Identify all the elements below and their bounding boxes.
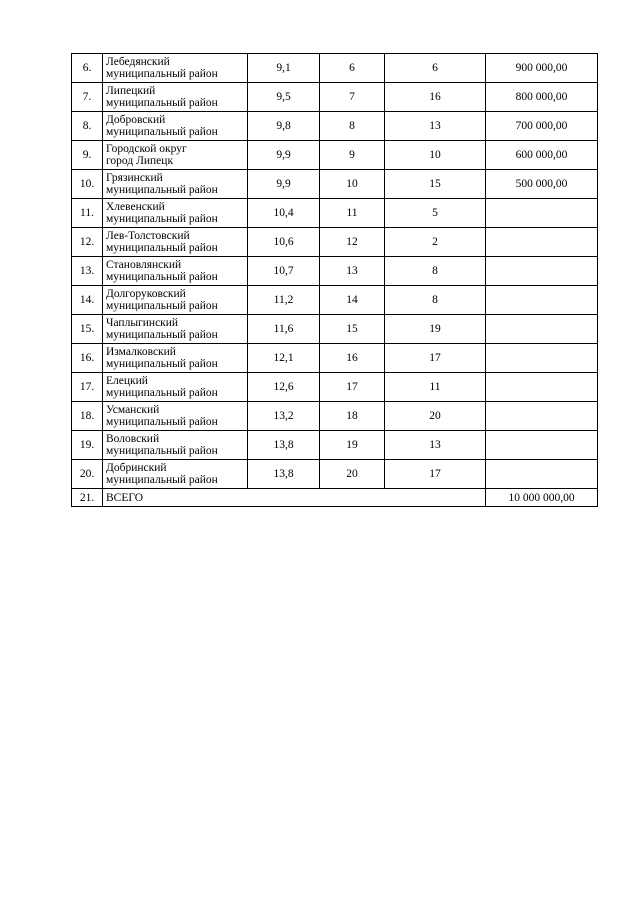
row-number: 20.: [72, 460, 103, 489]
count-value: 16: [385, 83, 486, 112]
count-value: 8: [385, 286, 486, 315]
district-name-line-2: муниципальный район: [106, 329, 218, 341]
count-value: 5: [385, 199, 486, 228]
district-name-line-2: муниципальный район: [106, 68, 218, 80]
district-name: [103, 54, 248, 83]
rank-value: 8: [320, 112, 385, 141]
district-name-line-2: муниципальный район: [106, 358, 218, 370]
district-name-line-2: муниципальный район: [106, 300, 218, 312]
sum-value: [486, 286, 598, 315]
district-name-line-1: Лев-Толстовский: [106, 230, 190, 242]
row-number: 18.: [72, 402, 103, 431]
sum-value: 700 000,00: [486, 112, 598, 141]
count-value: 17: [385, 460, 486, 489]
indicator-value: 11,6: [248, 315, 320, 344]
sum-value: [486, 373, 598, 402]
district-name-line-2: муниципальный район: [106, 97, 218, 109]
district-name-line-2: муниципальный район: [106, 445, 218, 457]
count-value: 8: [385, 257, 486, 286]
count-value: 2: [385, 228, 486, 257]
count-value: 13: [385, 112, 486, 141]
rank-value: 11: [320, 199, 385, 228]
sum-value: [486, 460, 598, 489]
row-number: 15.: [72, 315, 103, 344]
indicator-value: 12,1: [248, 344, 320, 373]
district-name: [103, 315, 248, 344]
table-row: [72, 460, 598, 489]
row-number: 8.: [72, 112, 103, 141]
table-row: [72, 315, 598, 344]
sum-value: [486, 344, 598, 373]
district-name-line-1: Грязинский: [106, 172, 163, 184]
district-name-line-1: Хлевенский: [106, 201, 165, 213]
indicator-value: 11,2: [248, 286, 320, 315]
indicator-value: 13,8: [248, 460, 320, 489]
district-name-line-1: Измалковский: [106, 346, 176, 358]
district-name-line-2: город Липецк: [106, 155, 174, 167]
sum-value: [486, 431, 598, 460]
district-name: [103, 112, 248, 141]
rank-value: 19: [320, 431, 385, 460]
district-name-line-2: муниципальный район: [106, 242, 218, 254]
table-row: [72, 54, 598, 83]
table-row: [72, 199, 598, 228]
indicator-value: 9,8: [248, 112, 320, 141]
row-number: 19.: [72, 431, 103, 460]
district-name: [103, 141, 248, 170]
rank-value: 12: [320, 228, 385, 257]
rank-value: 18: [320, 402, 385, 431]
table-row: [72, 228, 598, 257]
district-name-line-1: Лебедянский: [106, 56, 170, 68]
indicator-value: 9,9: [248, 170, 320, 199]
district-name-line-1: Воловский: [106, 433, 160, 445]
count-value: 17: [385, 344, 486, 373]
count-value: 11: [385, 373, 486, 402]
table-row: [72, 112, 598, 141]
table-body: [72, 54, 598, 507]
district-name-line-1: Долгоруковский: [106, 288, 186, 300]
row-number: 17.: [72, 373, 103, 402]
sum-value: 600 000,00: [486, 141, 598, 170]
district-name-line-1: Городской округ: [106, 143, 187, 155]
rank-value: 6: [320, 54, 385, 83]
district-name-line-2: муниципальный район: [106, 213, 218, 225]
district-name: [103, 373, 248, 402]
table-row: [72, 286, 598, 315]
rank-value: 16: [320, 344, 385, 373]
indicator-value: 10,4: [248, 199, 320, 228]
district-name: [103, 83, 248, 112]
district-name: [103, 431, 248, 460]
district-name-line-2: муниципальный район: [106, 387, 218, 399]
row-number: 10.: [72, 170, 103, 199]
district-name-line-2: муниципальный район: [106, 184, 218, 196]
district-name: [103, 460, 248, 489]
total-sum: 10 000 000,00: [486, 489, 598, 507]
count-value: 15: [385, 170, 486, 199]
district-name-line-1: Чаплыгинский: [106, 317, 179, 329]
total-label: ВСЕГО: [103, 489, 486, 507]
district-name-line-1: Добровский: [106, 114, 166, 126]
row-number: 9.: [72, 141, 103, 170]
district-name: [103, 170, 248, 199]
table-row: [72, 344, 598, 373]
table-row: [72, 141, 598, 170]
rank-value: 14: [320, 286, 385, 315]
district-name-line-1: Елецкий: [106, 375, 148, 387]
row-number: 16.: [72, 344, 103, 373]
district-name-line-2: муниципальный район: [106, 474, 218, 486]
rank-value: 10: [320, 170, 385, 199]
sum-value: [486, 402, 598, 431]
sum-value: 500 000,00: [486, 170, 598, 199]
indicator-value: 9,5: [248, 83, 320, 112]
district-name: [103, 199, 248, 228]
rank-value: 9: [320, 141, 385, 170]
total-row: [72, 489, 598, 507]
district-name: [103, 257, 248, 286]
rank-value: 15: [320, 315, 385, 344]
rank-value: 20: [320, 460, 385, 489]
row-number: 13.: [72, 257, 103, 286]
sum-value: [486, 257, 598, 286]
row-number: 14.: [72, 286, 103, 315]
indicator-value: 10,6: [248, 228, 320, 257]
count-value: 10: [385, 141, 486, 170]
data-table: [71, 53, 598, 507]
sum-value: 900 000,00: [486, 54, 598, 83]
row-number: 12.: [72, 228, 103, 257]
table-row: [72, 257, 598, 286]
indicator-value: 13,2: [248, 402, 320, 431]
district-name: [103, 228, 248, 257]
sum-value: [486, 315, 598, 344]
table-row: [72, 431, 598, 460]
sum-value: 800 000,00: [486, 83, 598, 112]
table-row: [72, 402, 598, 431]
district-name-line-2: муниципальный район: [106, 126, 218, 138]
row-number: 11.: [72, 199, 103, 228]
rank-value: 17: [320, 373, 385, 402]
district-name: [103, 344, 248, 373]
indicator-value: 9,9: [248, 141, 320, 170]
table-row: [72, 83, 598, 112]
indicator-value: 12,6: [248, 373, 320, 402]
indicator-value: 10,7: [248, 257, 320, 286]
rank-value: 7: [320, 83, 385, 112]
district-name: [103, 286, 248, 315]
total-row-number: 21.: [72, 489, 103, 507]
table-row: [72, 373, 598, 402]
district-name-line-1: Добринский: [106, 462, 167, 474]
row-number: 6.: [72, 54, 103, 83]
count-value: 13: [385, 431, 486, 460]
district-name-line-1: Становлянский: [106, 259, 182, 271]
count-value: 6: [385, 54, 486, 83]
count-value: 19: [385, 315, 486, 344]
table-row: [72, 170, 598, 199]
district-name-line-2: муниципальный район: [106, 271, 218, 283]
district-name-line-1: Усманский: [106, 404, 160, 416]
indicator-value: 9,1: [248, 54, 320, 83]
row-number: 7.: [72, 83, 103, 112]
district-name: [103, 402, 248, 431]
district-name-line-1: Липецкий: [106, 85, 156, 97]
indicator-value: 13,8: [248, 431, 320, 460]
count-value: 20: [385, 402, 486, 431]
district-name-line-2: муниципальный район: [106, 416, 218, 428]
sum-value: [486, 228, 598, 257]
sum-value: [486, 199, 598, 228]
rank-value: 13: [320, 257, 385, 286]
